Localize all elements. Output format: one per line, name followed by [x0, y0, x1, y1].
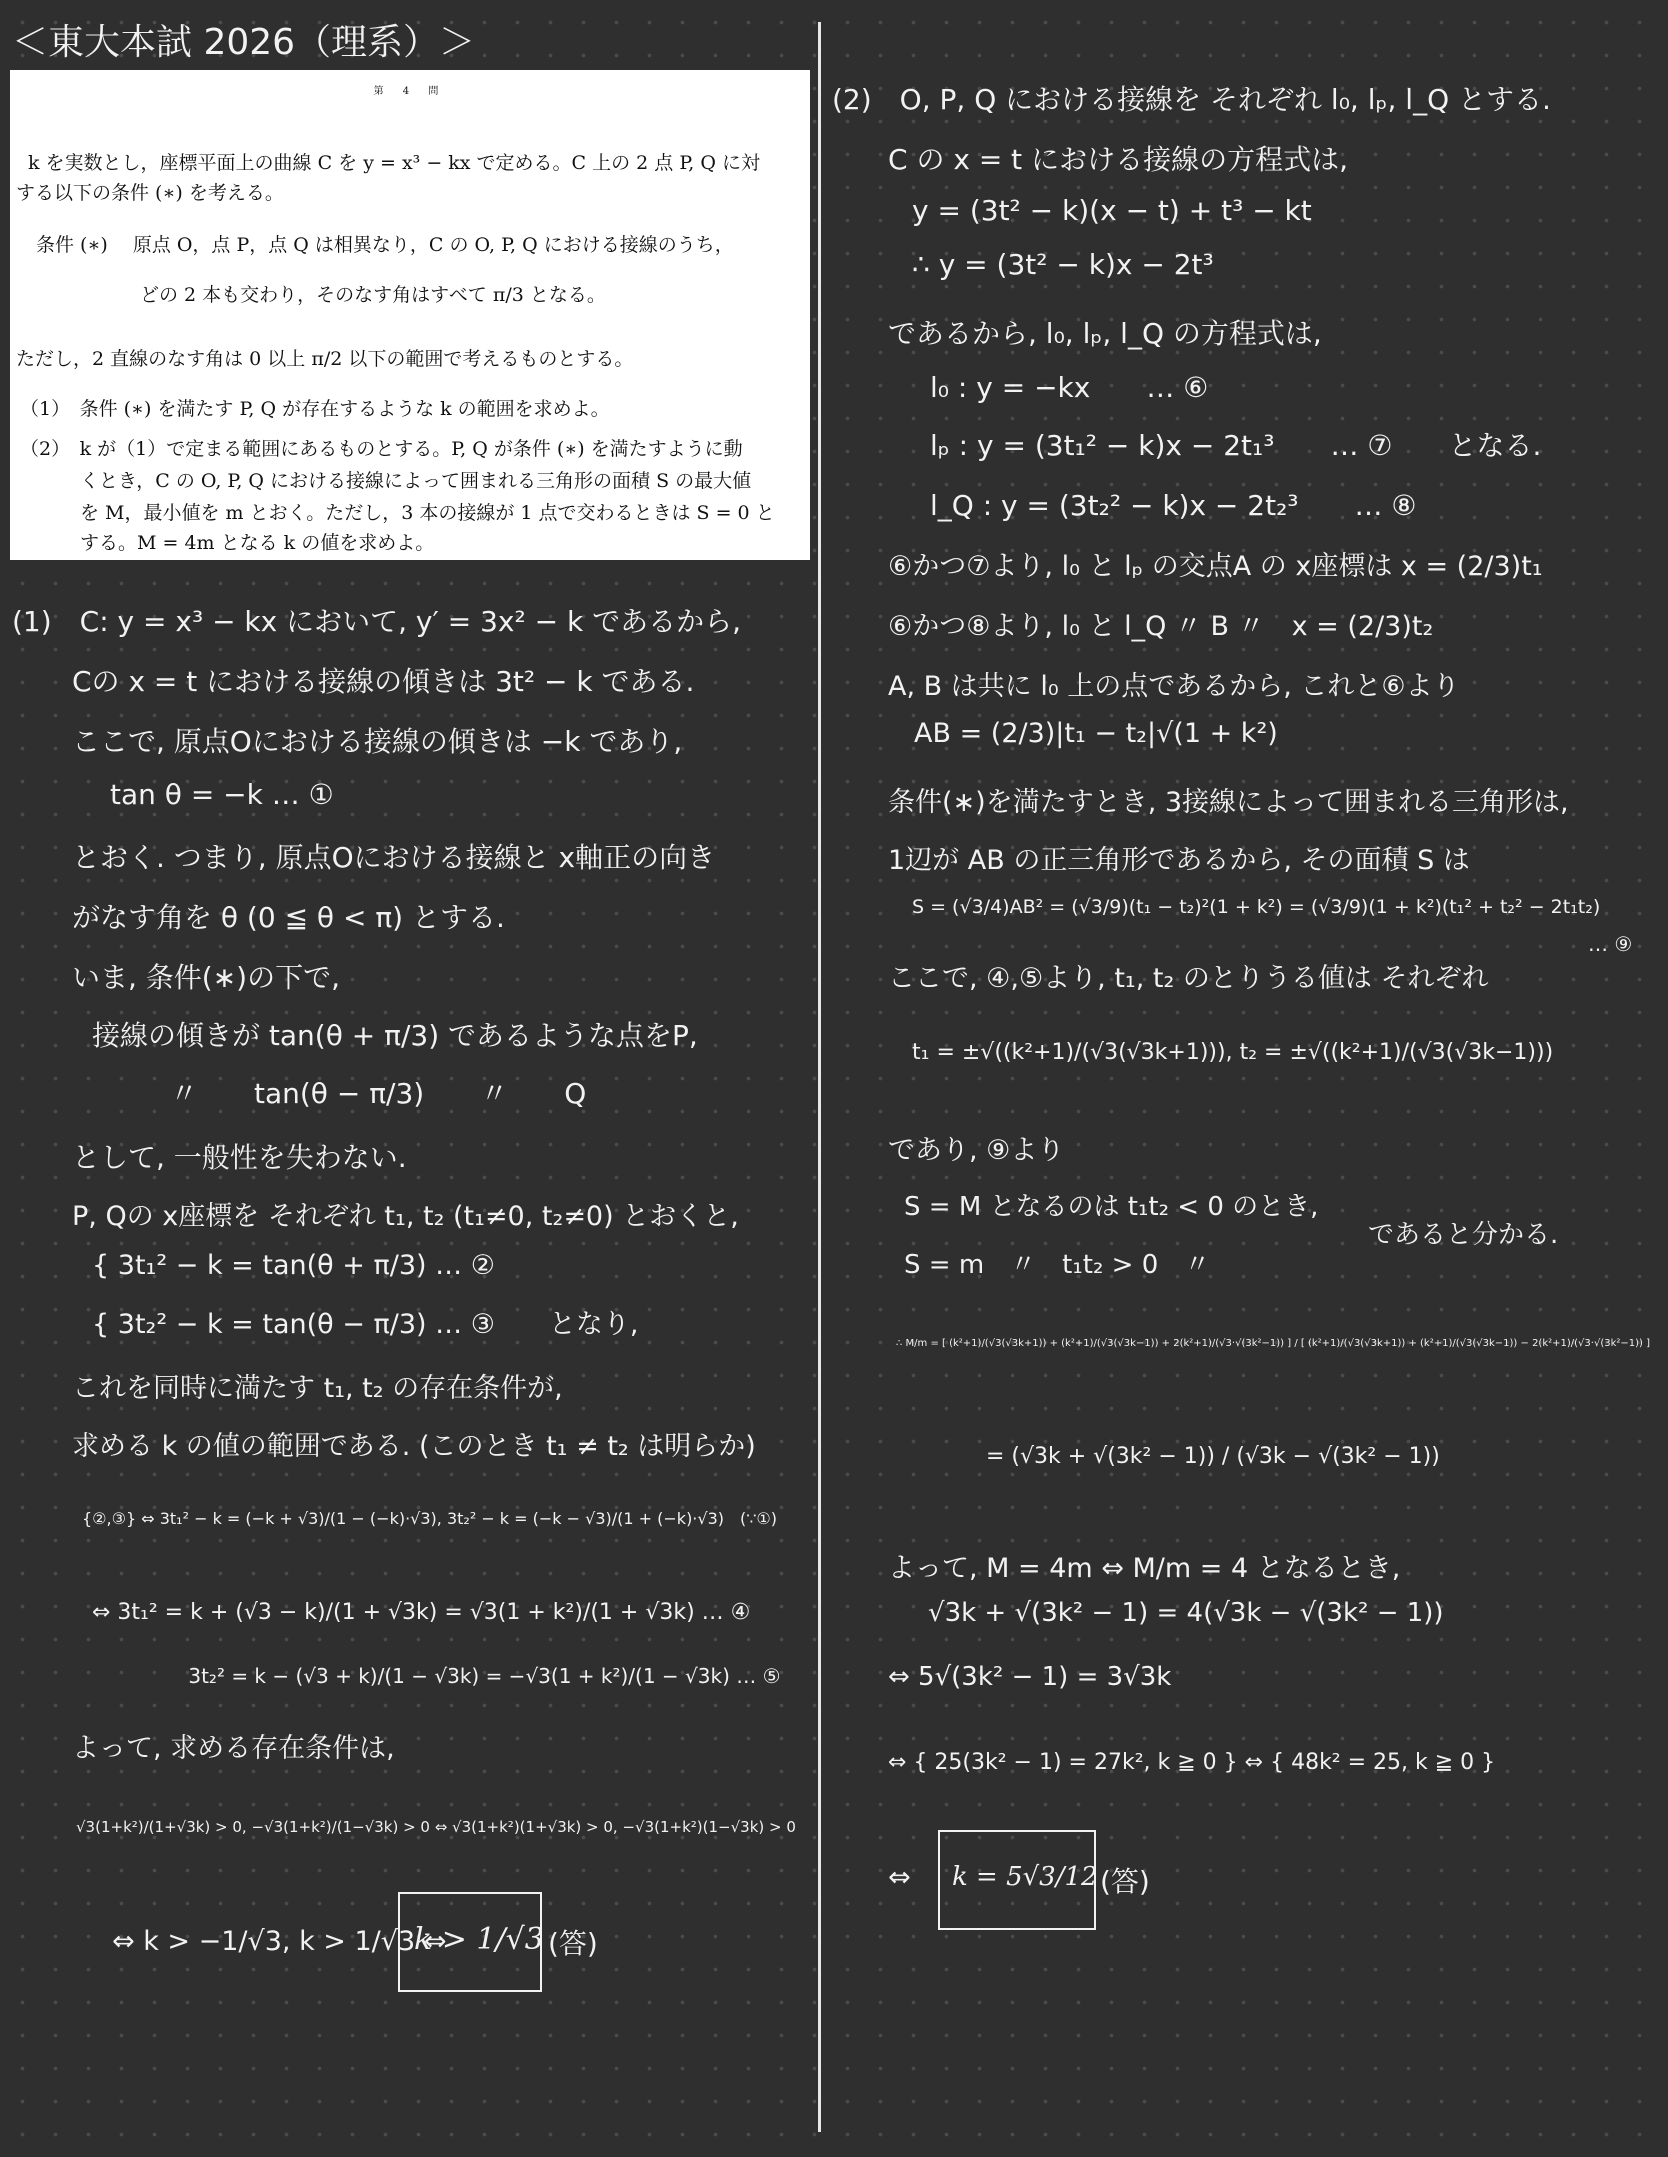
- solution-line: ここで, ④,⑤より, t₁, t₂ のとりうる値は それぞれ: [888, 963, 1489, 994]
- problem-title: 第 4 問: [373, 86, 447, 97]
- solution-line: よって, M = 4m ⇔ M/m = 4 となるとき,: [888, 1553, 1401, 1584]
- solution-line: とおく. つまり, 原点Oにおける接線と x軸正の向き: [72, 841, 716, 874]
- problem-statement: [10, 70, 810, 560]
- answer-label: (答): [1100, 1865, 1150, 1898]
- solution-line: AB = (2/3)|t₁ − t₂|√(1 + k²): [914, 718, 1278, 749]
- solution-line: lₚ : y = (3t₁² − k)x − 2t₁³ … ⑦ となる.: [930, 429, 1542, 462]
- solution-line: として, 一般性を失わない.: [72, 1141, 407, 1174]
- solution-line: 接線の傾きが tan(θ + π/3) であるような点をP,: [92, 1019, 698, 1052]
- solution-line: これを同時に満たす t₁, t₂ の存在条件が,: [72, 1373, 563, 1404]
- solution-line: ⇔ k > −1/√3, k > 1/√3 ⇔: [112, 1926, 447, 1957]
- problem-line: k を実数とし，座標平面上の曲線 C を y = x³ − kx で定める。C 上の 2 点 P, Q に対: [28, 152, 760, 174]
- solution-line: 〃 tan(θ − π/3) 〃 Q: [170, 1077, 587, 1110]
- solution-line: S = (√3/4)AB² = (√3/9)(t₁ − t₂)²(1 + k²) = (√3/9)(1 + k²)(t₁² + t₂² − 2t₁t₂): [912, 896, 1601, 918]
- problem-line: を M，最小値を m とおく。ただし，3 本の接線が 1 点で交わるときは S = 0 と: [80, 502, 775, 524]
- solution-line: がなす角を θ (0 ≦ θ < π) とする.: [72, 901, 505, 934]
- solution-line: ⑥かつ⑦より, l₀ と lₚ の交点A の x座標は x = (2/3)t₁: [888, 551, 1543, 582]
- solution-line: { 3t₂² − k = tan(θ − π/3) … ③ となり,: [92, 1309, 639, 1340]
- solution-line: √3(1+k²)/(1+√3k) > 0, −√3(1+k²)/(1−√3k) > 0 ⇔ √3(1+k²)(1+√3k) > 0, −√3(1+k²)(1−√3k) > 0: [76, 1818, 796, 1836]
- answer-value: k > 1/√3: [414, 1922, 544, 1957]
- solution-line: 求める k の値の範囲である. (このとき t₁ ≠ t₂ は明らか): [72, 1431, 756, 1462]
- page-title: ＜東大本試 2026（理系）＞: [12, 22, 476, 63]
- solution-line: 条件(∗)を満たすとき, 3接線によって囲まれる三角形は,: [888, 787, 1569, 818]
- solution-line: l_Q : y = (3t₂² − k)x − 2t₂³ … ⑧: [930, 489, 1417, 522]
- solution-line: よって, 求める存在条件は,: [72, 1733, 395, 1764]
- solution-line: P, Qの x座標を それぞれ t₁, t₂ (t₁≠0, t₂≠0) とおくと,: [72, 1201, 739, 1232]
- column-divider: [818, 22, 821, 2132]
- solution-line: Cの x = t における接線の傾きは 3t² − k である.: [72, 665, 695, 698]
- answer-label: (答): [548, 1927, 598, 1960]
- problem-line: （2） k が（1）で定まる範囲にあるものとする。P, Q が条件 (∗) を満たすように動: [20, 438, 743, 460]
- problem-line: 条件 (∗) 原点 O，点 P，点 Q は相異なり，C の O, P, Q における接線のうち，: [36, 234, 734, 256]
- solution-line: y = (3t² − k)(x − t) + t³ − kt: [912, 194, 1312, 227]
- solution-line: ∴ M/m = [ (k²+1)/(√3(√3k+1)) + (k²+1)/(√3(√3k−1)) + 2(k²+1)/(√3·√(3k²−1)) ] / [ (k²+1)/(√3(√3k+1)) + (k²+1)/(√3(√3k−1)) − 2(k²+1)/(√3·√(3k²−1)) ]: [896, 1338, 1651, 1349]
- solution-line: (1) C: y = x³ − kx において, y′ = 3x² − k であるから,: [12, 605, 741, 638]
- solution-line: であり, ⑨より: [888, 1135, 1065, 1166]
- problem-line: する。M = 4m となる k の値を求めよ。: [80, 532, 435, 554]
- solution-line: S = m 〃 t₁t₂ > 0 〃: [904, 1250, 1211, 1280]
- solution-line: C の x = t における接線の方程式は,: [888, 143, 1348, 176]
- solution-line: 1辺が AB の正三角形であるから, その面積 S は: [888, 845, 1470, 876]
- solution-line: √3k + √(3k² − 1) = 4(√3k − √(3k² − 1)): [928, 1598, 1444, 1628]
- solution-line: ⑥かつ⑧より, l₀ と l_Q 〃 B 〃 x = (2/3)t₂: [888, 611, 1434, 642]
- solution-line: A, B は共に l₀ 上の点であるから, これと⑥より: [888, 671, 1460, 702]
- problem-line: くとき，C の O, P, Q における接線によって囲まれる三角形の面積 S の最大値: [80, 470, 752, 492]
- solution-line: であるから, l₀, lₚ, l_Q の方程式は,: [888, 317, 1322, 350]
- solution-line: tan θ = −k … ①: [110, 778, 334, 811]
- solution-line: であると分かる.: [1368, 1220, 1559, 1250]
- solution-line: t₁ = ±√((k²+1)/(√3(√3k+1))), t₂ = ±√((k²+1)/(√3(√3k−1))): [912, 1040, 1554, 1065]
- solution-line: {②,③} ⇔ 3t₁² − k = (−k + √3)/(1 − (−k)·√3), 3t₂² − k = (−k − √3)/(1 + (−k)·√3) (∵①): [82, 1509, 778, 1528]
- problem-line: ただし，2 直線のなす角は 0 以上 π/2 以下の範囲で考えるものとする。: [16, 348, 634, 370]
- solution-line: 3t₂² = k − (√3 + k)/(1 − √3k) = −√3(1 + k²)/(1 − √3k) … ⑤: [162, 1664, 781, 1688]
- solution-line: ⇔ 3t₁² = k + (√3 − k)/(1 + √3k) = √3(1 + k²)/(1 + √3k) … ④: [92, 1600, 751, 1625]
- solution-line: ⇔ 5√(3k² − 1) = 3√3k: [888, 1662, 1172, 1692]
- problem-line: どの 2 本も交わり，そのなす角はすべて π/3 となる。: [140, 284, 606, 306]
- answer-box: [938, 1830, 1096, 1930]
- solution-line: ⇔ { 25(3k² − 1) = 27k², k ≧ 0 } ⇔ { 48k² = 25, k ≧ 0 }: [888, 1750, 1496, 1775]
- problem-line: （1） 条件 (∗) を満たす P, Q が存在するような k の範囲を求めよ。: [20, 398, 610, 420]
- solution-line: S = M となるのは t₁t₂ < 0 のとき,: [904, 1192, 1319, 1222]
- solution-line: = (√3k + √(3k² − 1)) / (√3k − √(3k² − 1)): [986, 1444, 1440, 1469]
- solution-line: いま, 条件(∗)の下で,: [72, 961, 341, 994]
- solution-line: ここで, 原点Oにおける接線の傾きは −k であり,: [72, 725, 683, 758]
- answer-box: [398, 1892, 542, 1992]
- solution-line: (2) O, P, Q における接線を それぞれ l₀, lₚ, l_Q とする.: [832, 83, 1551, 116]
- answer-value: k = 5√3/12: [952, 1862, 1098, 1892]
- equation-tag: … ⑨: [1588, 932, 1633, 956]
- problem-line: する以下の条件 (∗) を考える。: [16, 182, 284, 204]
- solution-line: ⇔: [888, 1862, 911, 1893]
- solution-line: l₀ : y = −kx … ⑥: [930, 371, 1209, 404]
- solution-line: ∴ y = (3t² − k)x − 2t³: [912, 248, 1214, 281]
- solution-line: { 3t₁² − k = tan(θ + π/3) … ②: [92, 1250, 495, 1281]
